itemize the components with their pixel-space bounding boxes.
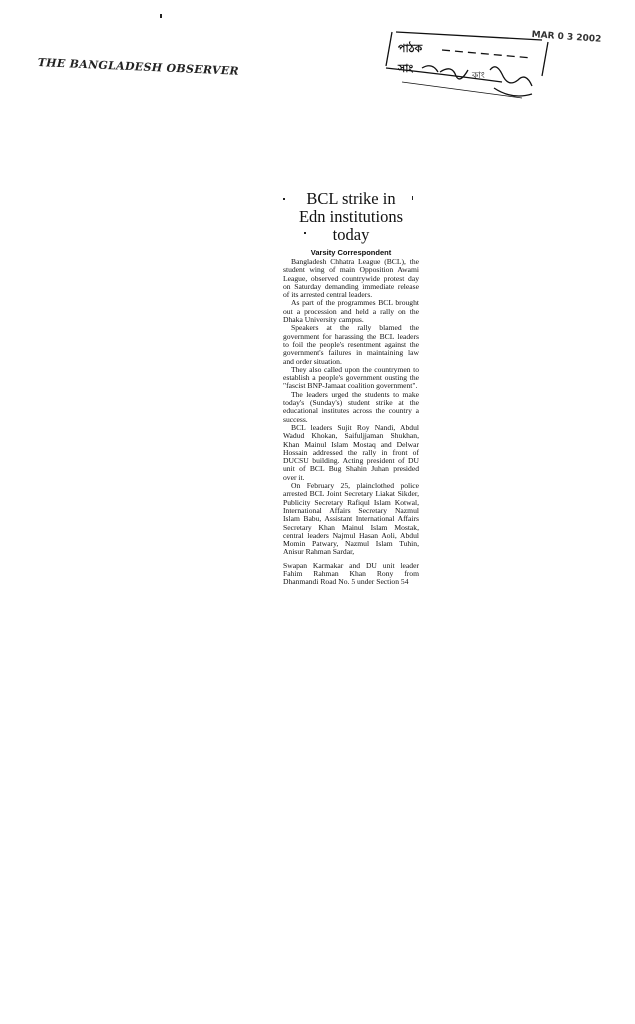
article-paragraph: They also called upon the countrymen to establish a people's government ousting the "fascist BNP-Jamaat coalition government". — [283, 364, 419, 391]
article-body — [283, 258, 419, 587]
scan-speck — [160, 14, 162, 18]
article-paragraph: On February 25, plainclothed police arrested BCL Joint Secretary Liakat Sikder, Publicity Secretary Rafiqul Islam Kotwal, International Affairs Secretary Nazmul Islam Babu, Assistant International Affairs Secretary Khan Mainul Islam Mostak, central leaders Najmul Hasan Aoli, Abdul Momin Patwary, Nazmul Islam Tuhin, Anisur Rahman Sardar, — [283, 481, 419, 557]
headline-line: BCL strike in — [306, 189, 396, 208]
article-paragraph: As part of the programmes BCL brought out a procession and held a rally on the Dhaka University campus. — [283, 298, 419, 325]
article-paragraph: Swapan Karmakar and DU unit leader Fahim Rahman Khan Rony from Dhanmandi Road No. 5 under Section 54 — [283, 560, 419, 587]
stamp-line-2: সাং — [398, 62, 414, 75]
date-stamp: MAR 0 3 2002 — [531, 30, 602, 45]
headline-line: Edn institutions — [298, 207, 404, 226]
article-headline — [283, 190, 419, 244]
article-paragraph: The leaders urged the students to make today's (Sunday's) student strike at the educational institutes across the country a success. — [283, 389, 419, 424]
article-paragraph: Bangladesh Chhatra League (BCL), the student wing of main Opposition Awami League, observed countrywide protest day on Saturday demanding immediate release of its arrested central leaders. — [283, 257, 419, 300]
stamp-line-3: কাং — [472, 71, 485, 81]
headline-line: today — [332, 225, 370, 244]
article-paragraph: BCL leaders Sujit Roy Nandi, Abdul Wadud Khokan, Saifuljjaman Shukhan, Khan Mainul Islam Mostaq and Delwar Hossain addressed the rally in front of DUCSU building. Acting president of DU unit of BCL Bug Shahin Juhan presided over it. — [283, 422, 419, 482]
article-paragraph: Speakers at the rally blamed the government for harassing the BCL leaders to foil the people's resentment against the government's failures in maintaining law and order situation. — [283, 323, 419, 366]
newspaper-name: THE BANGLADESH OBSERVER — [37, 56, 240, 78]
stamp-line-1: পাঠক — [398, 42, 423, 55]
news-article — [283, 190, 419, 587]
office-stamp — [382, 28, 562, 108]
article-byline: Varsity Correspondent — [310, 248, 392, 257]
